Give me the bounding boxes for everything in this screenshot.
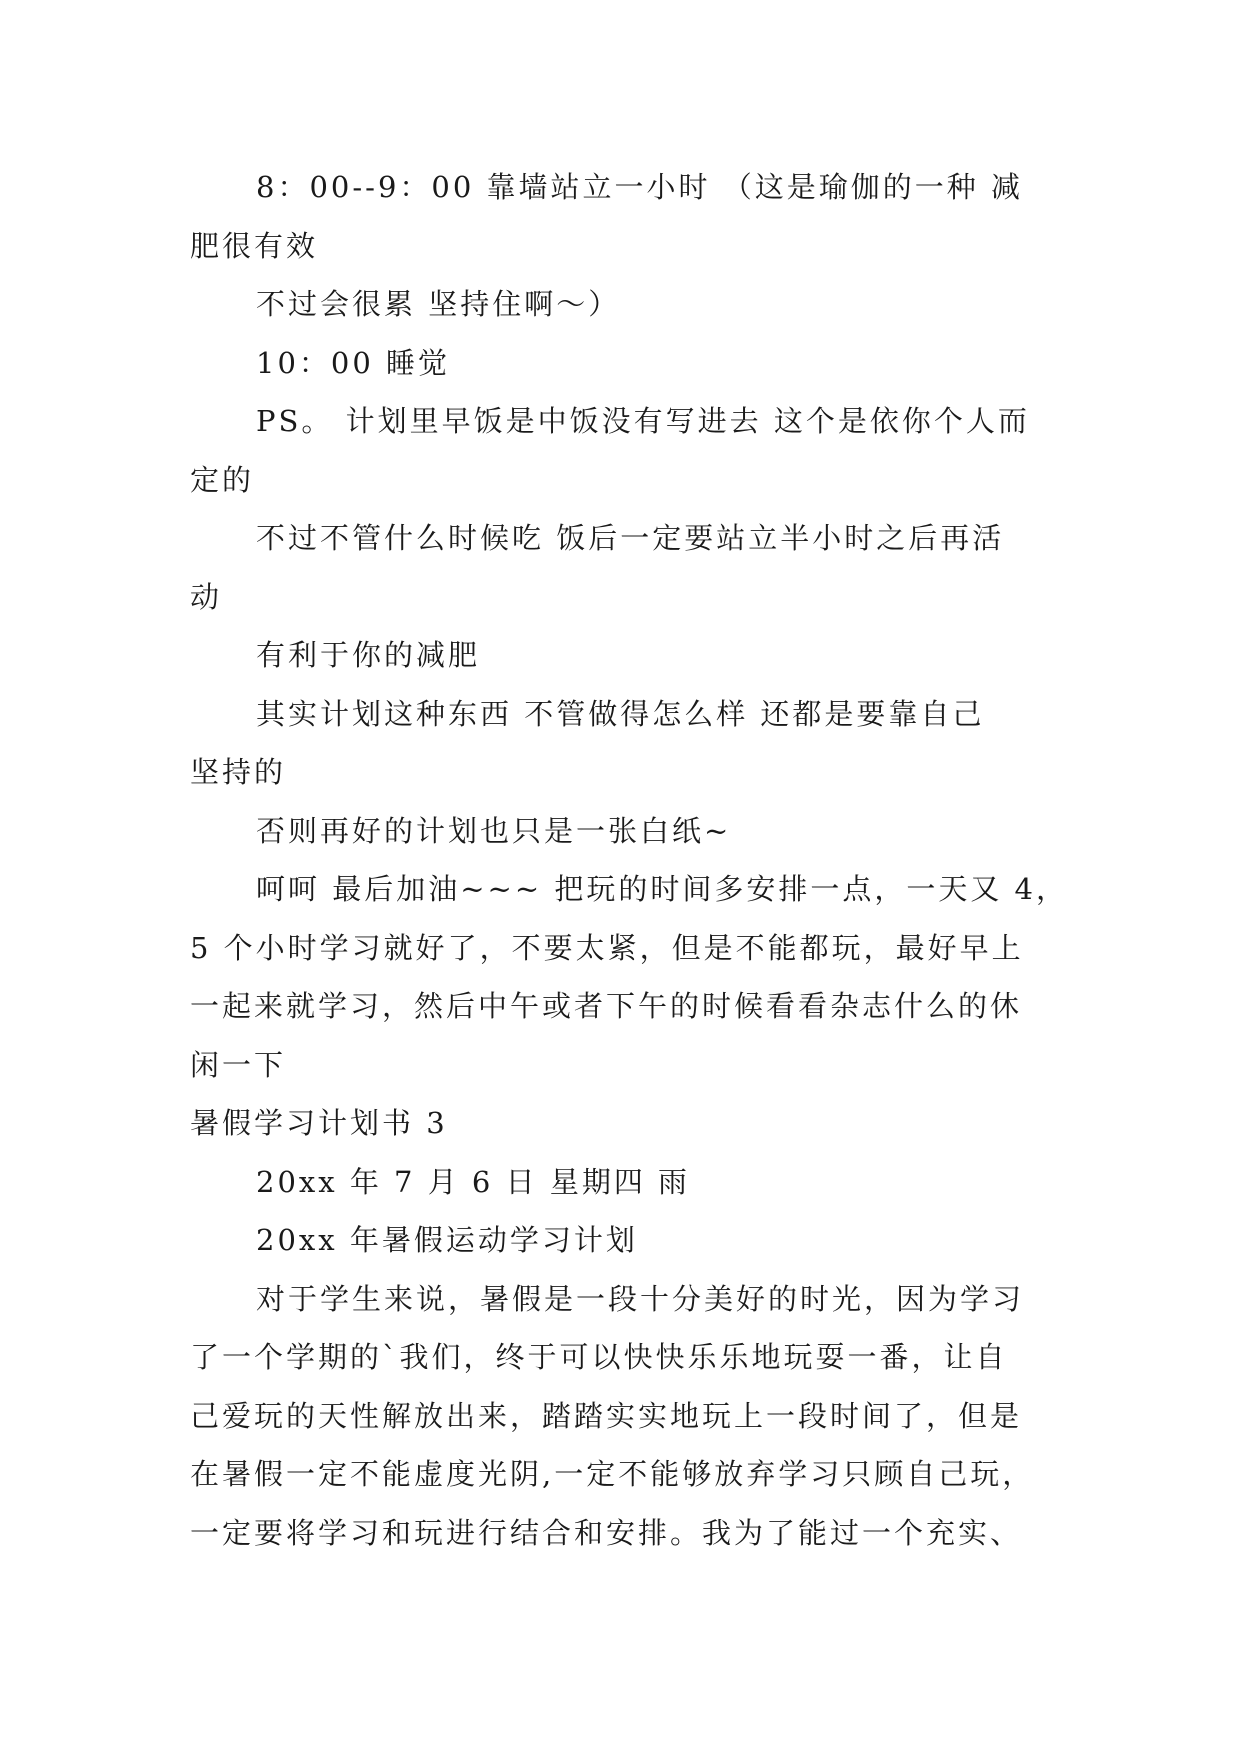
text-line: 不过不管什么时候吃 饭后一定要站立半小时之后再活 [256,521,1005,555]
text-line: 定的 [190,462,255,497]
text-line: 动 [190,579,223,614]
text-line: 8：00--9：00 靠墙站立一小时 （这是瑜伽的一种 减 [256,170,1023,204]
text-line: 闲一下 [190,1047,287,1082]
text-line: 对于学生来说，暑假是一段十分美好的时光，因为学习 [256,1281,1025,1316]
text-line: 10：00 睡觉 [256,345,451,380]
text-line: PS。 计划里早饭是中饭没有写进去 这个是依你个人而 [256,404,1030,438]
text-line: 一起来就学习，然后中午或者下午的时候看看杂志什么的休 [190,989,1023,1023]
section-heading: 暑假学习计划书 3 [190,1106,448,1140]
text-line: 了一个学期的`我们，终于可以快快乐乐地玩耍一番，让自 [190,1340,1008,1374]
text-line: 有利于你的减肥 [256,638,481,672]
text-line: 呵呵 最后加油~~~ 把玩的时间多安排一点，一天又 4， [256,872,1069,906]
text-line: 20xx 年暑假运动学习计划 [256,1223,638,1257]
text-line: 不过会很累 坚持住啊～） [256,287,621,321]
text-line: 一定要将学习和玩进行结合和安排。我为了能过一个充实、 [190,1515,1023,1550]
document-body [190,158,1070,1562]
text-line: 其实计划这种东西 不管做得怎么样 还都是要靠自己 [256,696,985,731]
text-line: 肥很有效 [190,228,319,263]
text-line: 20xx 年 7 月 6 日 星期四 雨 [256,1164,691,1199]
text-line: 己爱玩的天性解放出来，踏踏实实地玩上一段时间了，但是 [190,1398,1023,1433]
text-line: 在暑假一定不能虚度光阴,一定不能够放弃学习只顾自己玩， [190,1457,1035,1491]
text-line: 坚持的 [190,755,287,789]
text-line: 否则再好的计划也只是一张白纸~ [256,813,732,848]
text-line: 5 个小时学习就好了，不要太紧，但是不能都玩，最好早上 [190,930,1024,965]
